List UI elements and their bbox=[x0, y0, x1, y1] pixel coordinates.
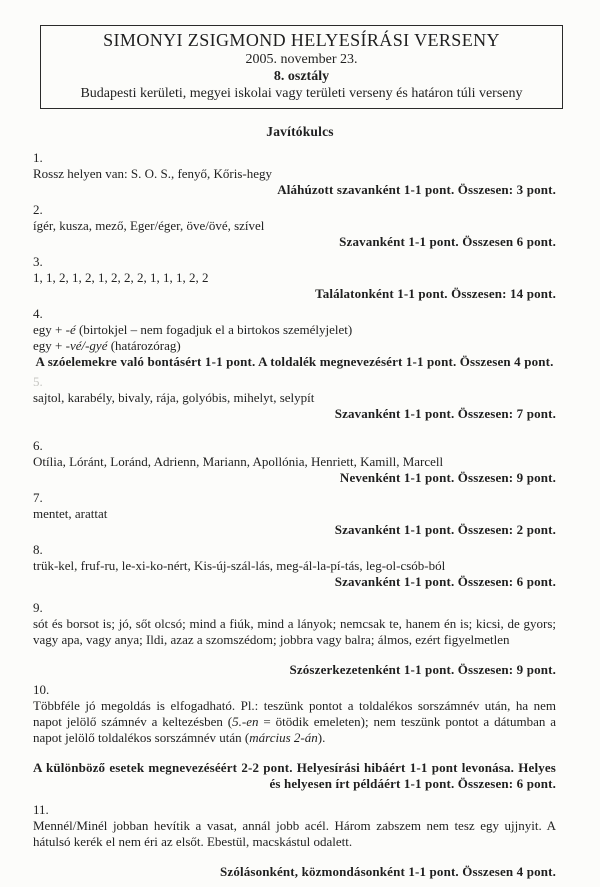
answer-text bbox=[33, 454, 556, 470]
item-number: 10. bbox=[33, 682, 50, 697]
answer-segment: Otília, Lóránt, Loránd, Adrienn, Mariann, Apollónia, Henriett, Kamill, Marcell bbox=[33, 454, 444, 469]
answer-text bbox=[33, 506, 556, 522]
score-text: Szószerkezetenként 1-1 pont. Összesen: 9 pont. bbox=[289, 662, 556, 677]
contest-date: 2005. november 23. bbox=[245, 52, 358, 67]
item-number: 7. bbox=[33, 490, 43, 505]
score-text: Szavanként 1-1 pont. Összesen: 6 pont. bbox=[334, 574, 556, 589]
contest-title: SIMONYI ZSIGMOND HELYESÍRÁSI VERSENY bbox=[103, 30, 500, 50]
answer-text bbox=[33, 616, 556, 648]
answer-item bbox=[33, 802, 556, 880]
answer-segment: sót és borsot is; jó, sőt olcsó; mind a fiúk, mind a lányok; nemcsak te, hanem én is; kicsi, de gyors; vagy apa, vagy anya; Ildi, azaz a szomszédom; jobbra vagy balra; álmos, ezért figyelmetlen bbox=[33, 616, 556, 647]
answer-segment: egy + bbox=[33, 338, 66, 353]
answer-segment: ígér, kusza, mező, Eger/éger, öve/övé, szível bbox=[33, 218, 265, 233]
answer-segment-italic: -é bbox=[65, 322, 76, 337]
answer-segment-italic: -vé/-gyé bbox=[65, 338, 108, 353]
answer-text bbox=[33, 558, 556, 574]
answer-segment: sajtol, karabély, bivaly, rája, golyóbis, mihelyt, selypít bbox=[33, 390, 315, 405]
contest-subtitle: Budapesti kerületi, megyei iskolai vagy területi verseny és határon túli verseny bbox=[80, 86, 523, 101]
answer-item bbox=[33, 150, 556, 198]
answer-item bbox=[33, 542, 556, 590]
answer-text bbox=[33, 698, 556, 746]
answer-segment: 1, 1, 2, 1, 2, 1, 2, 2, 2, 1, 1, 1, 2, 2 bbox=[33, 270, 209, 285]
item-number: 6. bbox=[33, 438, 43, 453]
answer-text bbox=[33, 338, 556, 354]
answer-segment: Többféle jó megoldás is elfogadható. Pl.: teszünk pontot a toldalékos sorszámnév után, ha nem napot jelölő számnév a keltezésben ( bbox=[33, 698, 556, 729]
item-number: 9. bbox=[33, 600, 43, 615]
answer-item bbox=[33, 682, 556, 792]
item-number: 1. bbox=[33, 150, 43, 165]
score-text: Szólásonként, közmondásonként 1-1 pont. Összesen 4 pont. bbox=[220, 864, 556, 879]
score-text: Szavanként 1-1 pont. Összesen 6 pont. bbox=[339, 234, 556, 249]
answer-item bbox=[33, 438, 556, 486]
answer-text bbox=[33, 818, 556, 850]
answer-segment: egy + bbox=[33, 322, 66, 337]
answer-text bbox=[33, 166, 556, 182]
item-number: 2. bbox=[33, 202, 43, 217]
answer-text bbox=[33, 390, 556, 406]
answer-segment: ). bbox=[317, 730, 326, 745]
item-number: 8. bbox=[33, 542, 43, 557]
answer-segment: (határozórag) bbox=[107, 338, 181, 353]
answer-item bbox=[33, 600, 556, 678]
section-title: Javítókulcs bbox=[266, 124, 334, 139]
answer-item bbox=[33, 490, 556, 538]
score-text: A szóelemekre való bontásért 1-1 pont. A toldalék megnevezésért 1-1 pont. Összesen 4 pont. bbox=[35, 354, 554, 369]
answer-segment: Rossz helyen van: S. O. S., fenyő, Kőris-hegy bbox=[33, 166, 273, 181]
item-number: 5. bbox=[33, 374, 43, 389]
answer-text bbox=[33, 218, 556, 234]
answer-segment: trük-kel, fruf-ru, le-xi-ko-nért, Kis-új-szál-lás, meg-ál-la-pí-tás, leg-ol-csób-ból bbox=[33, 558, 446, 573]
answer-segment: Mennél/Minél jobban hevítik a vasat, annál jobb acél. Három zabszem nem tesz egy ujjnyit. A hátulsó kerék el nem éri az elsőt. Ebestül, macskástul odalett. bbox=[33, 818, 556, 849]
answer-key-items bbox=[33, 150, 556, 880]
score-text: Szavanként 1-1 pont. Összesen: 2 pont. bbox=[334, 522, 556, 537]
answer-item bbox=[33, 374, 556, 422]
answer-segment: (birtokjel – nem fogadjuk el a birtokos személyjelet) bbox=[75, 322, 353, 337]
score-text: Aláhúzott szavanként 1-1 pont. Összesen: 3 pont. bbox=[277, 182, 556, 197]
answer-segment: mentet, arattat bbox=[33, 506, 108, 521]
answer-item bbox=[33, 254, 556, 302]
answer-item bbox=[33, 306, 556, 370]
answer-item bbox=[33, 202, 556, 250]
item-number: 3. bbox=[33, 254, 43, 269]
score-text: Szavanként 1-1 pont. Összesen: 7 pont. bbox=[334, 406, 556, 421]
document-header bbox=[40, 25, 563, 109]
item-number: 11. bbox=[33, 802, 49, 817]
score-text: Találatonként 1-1 pont. Összesen: 14 pont. bbox=[315, 286, 556, 301]
item-number: 4. bbox=[33, 306, 43, 321]
answer-segment: = ötödik emeleten); nem teszünk pontot a dátumban a napot jelölő toldalékos sorszámnév után ( bbox=[33, 714, 556, 745]
answer-segment-italic: 5.-en bbox=[232, 714, 259, 729]
grade-level: 8. osztály bbox=[273, 69, 330, 84]
score-text: A különböző esetek megnevezéséért 2-2 pont. Helyesírási hibáért 1-1 pont levonása. Helyes és helyesen írt példáért 1-1 pont. Összesen: 6 pont. bbox=[33, 760, 556, 791]
score-text: Nevenként 1-1 pont. Összesen: 9 pont. bbox=[339, 470, 556, 485]
answer-text bbox=[33, 322, 556, 338]
answer-segment-italic: március 2-án bbox=[249, 730, 318, 745]
answer-text bbox=[33, 270, 556, 286]
